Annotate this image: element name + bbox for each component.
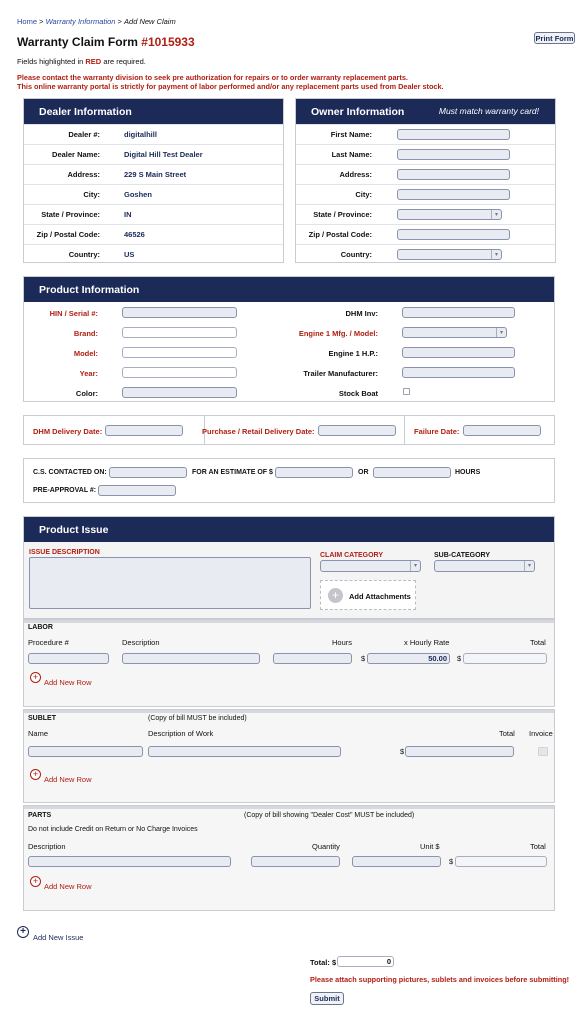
- add-row-icon[interactable]: +: [30, 672, 41, 683]
- divider: [404, 416, 405, 444]
- dealer-row-value: digitalhill: [124, 130, 157, 139]
- dealer-row-value: 46526: [124, 230, 145, 239]
- or-label: OR: [358, 469, 369, 476]
- page-title: [17, 35, 195, 49]
- product-left-input[interactable]: [122, 327, 237, 338]
- product-left-label: Model:: [73, 349, 98, 358]
- breadcrumb-home-link[interactable]: Home: [17, 17, 38, 26]
- owner-row-label: Zip / Postal Code:: [308, 230, 372, 239]
- estimate-amount-input[interactable]: [275, 467, 353, 478]
- product-left-input[interactable]: [122, 387, 237, 398]
- required-note: [17, 57, 146, 66]
- dhm-delivery-date-label: DHM Delivery Date:: [33, 427, 103, 436]
- labor-col-hours: Hours: [332, 638, 353, 647]
- owner-card-note: Must match warranty card!: [438, 106, 539, 116]
- parts-col-description: Description: [28, 842, 66, 851]
- dealer-row-value: 229 S Main Street: [124, 170, 187, 179]
- chevron-down-icon: ▾: [491, 250, 501, 259]
- attach-supporting-note: Please attach supporting pictures, sublets and invoices before submitting!: [310, 975, 570, 984]
- sublet-name-input[interactable]: [28, 746, 143, 757]
- dealer-row: [24, 184, 283, 204]
- preapproval-input[interactable]: [98, 485, 176, 496]
- dealer-row-label: Zip / Postal Code:: [36, 230, 100, 239]
- dates-panel: [23, 415, 555, 445]
- dealer-row: [24, 124, 283, 144]
- claim-category-select[interactable]: [320, 560, 421, 572]
- owner-select[interactable]: [397, 249, 502, 260]
- required-note-red: RED: [85, 57, 102, 66]
- product-right-input[interactable]: [402, 347, 515, 358]
- required-note-pre: Fields highlighted in: [17, 57, 86, 66]
- owner-input[interactable]: [397, 189, 510, 200]
- parts-description-input[interactable]: [28, 856, 231, 867]
- product-information-panel: [23, 276, 555, 402]
- product-left-label: Color:: [75, 389, 98, 398]
- sublet-col-name: Name: [28, 729, 49, 738]
- parts-unit-input[interactable]: [352, 856, 441, 867]
- sub-category-label: SUB-CATEGORY: [434, 552, 490, 559]
- labor-description-input[interactable]: [122, 653, 260, 664]
- chevron-down-icon: ▾: [496, 328, 506, 337]
- breadcrumb-warranty-link[interactable]: Warranty Information: [45, 17, 116, 26]
- sublet-col-invoice: Invoice: [529, 729, 553, 738]
- dealer-row-value: Goshen: [124, 190, 152, 199]
- owner-row: [296, 244, 555, 264]
- section-divider: [24, 620, 554, 623]
- owner-row-label: Address:: [339, 170, 372, 179]
- labor-col-procedure: Procedure #: [28, 638, 69, 647]
- owner-row-label: Country:: [340, 250, 372, 259]
- add-attachments-label: Add Attachments: [349, 592, 411, 601]
- labor-add-row-link[interactable]: Add New Row: [44, 678, 92, 687]
- sublet-section: [23, 709, 555, 803]
- chevron-down-icon: ▾: [491, 210, 501, 219]
- add-issue-icon[interactable]: +: [17, 926, 29, 938]
- parts-quantity-input[interactable]: [251, 856, 340, 867]
- issue-description-label: ISSUE DESCRIPTION: [29, 549, 100, 556]
- owner-row-label: Last Name:: [331, 150, 372, 159]
- sublet-description-input[interactable]: [148, 746, 341, 757]
- section-divider: [24, 710, 554, 713]
- dealer-row: [24, 144, 283, 164]
- owner-row: [296, 224, 555, 244]
- dealer-row: [24, 204, 283, 224]
- dealer-row: [24, 164, 283, 184]
- sublet-col-total: Total: [499, 729, 515, 738]
- dealer-row-label: Address:: [67, 170, 100, 179]
- labor-col-description: Description: [122, 638, 160, 647]
- owner-row-label: State / Province:: [313, 210, 372, 219]
- labor-col-total: Total: [530, 638, 546, 647]
- add-new-issue-link[interactable]: Add New Issue: [33, 933, 84, 942]
- product-right-label: Engine 1 Mfg. / Model:: [298, 329, 378, 338]
- dealer-row-label: Dealer Name:: [52, 150, 100, 159]
- product-issue-panel: [23, 516, 555, 619]
- parts-credit-note: Do not include Credit on Return or No Charge Invoices: [28, 826, 198, 833]
- product-right-label: Engine 1 H.P.:: [328, 349, 378, 358]
- product-right-input[interactable]: [402, 367, 515, 378]
- labor-col-rate: x Hourly Rate: [404, 638, 450, 647]
- owner-select[interactable]: [397, 209, 502, 220]
- dealer-row-value: US: [124, 250, 135, 259]
- chevron-down-icon: ▾: [524, 561, 534, 571]
- product-information-heading: Product Information: [24, 277, 554, 302]
- product-right-label: DHM Inv:: [345, 309, 378, 318]
- parts-section: [23, 805, 555, 911]
- owner-information-panel: [295, 98, 556, 263]
- product-right-label: Stock Boat: [338, 389, 378, 398]
- plus-circle-icon: +: [328, 588, 343, 603]
- dealer-row: [24, 244, 283, 264]
- labor-total-input: [463, 653, 547, 664]
- product-left-input[interactable]: [122, 307, 237, 318]
- sublet-note: (Copy of bill MUST be included): [148, 715, 247, 722]
- total-input: [337, 956, 394, 967]
- parts-col-total: Total: [530, 842, 546, 851]
- product-left-input[interactable]: [122, 347, 237, 358]
- portal-notice: This online warranty portal is strictly for payment of labor performed and/or any replacement parts used from Dealer stock.: [17, 82, 444, 91]
- add-row-icon[interactable]: +: [30, 769, 41, 780]
- sublet-total-input[interactable]: [405, 746, 514, 757]
- product-left-label: Year:: [79, 369, 98, 378]
- submit-button[interactable]: Submit: [310, 992, 344, 1005]
- preapproval-label: PRE-APPROVAL #:: [33, 487, 97, 494]
- owner-input[interactable]: [397, 229, 510, 240]
- dealer-row-value: Digital Hill Test Dealer: [124, 150, 203, 159]
- labor-rate-input[interactable]: [367, 653, 450, 664]
- sublet-title: SUBLET: [28, 715, 56, 722]
- dealer-row: [24, 224, 283, 244]
- total-label: Total: $: [310, 958, 337, 967]
- dealer-row-label: Country:: [68, 250, 100, 259]
- section-divider: [24, 806, 554, 809]
- owner-row: [296, 204, 555, 224]
- dealer-row-label: City:: [83, 190, 100, 199]
- breadcrumb-current: Add New Claim: [124, 17, 176, 26]
- dealer-information-heading: Dealer Information: [24, 99, 283, 124]
- sublet-add-row-link[interactable]: Add New Row: [44, 775, 92, 784]
- preauth-notice: Please contact the warranty division to seek pre authorization for repairs or to order warranty replacement parts.: [17, 73, 408, 82]
- add-row-icon[interactable]: +: [30, 876, 41, 887]
- labor-section: [23, 619, 555, 707]
- breadcrumb-separator: >: [115, 17, 125, 26]
- purchase-delivery-date-label: Purchase / Retail Delivery Date:: [202, 427, 315, 436]
- failure-date-input[interactable]: [463, 425, 541, 436]
- engine-model-select[interactable]: [402, 327, 507, 338]
- purchase-delivery-date-input[interactable]: [318, 425, 396, 436]
- estimate-panel: [23, 458, 555, 503]
- owner-row: [296, 144, 555, 164]
- add-attachments-button[interactable]: [320, 580, 416, 610]
- parts-col-unit: Unit $: [420, 842, 440, 851]
- product-left-label: HIN / Serial #:: [49, 309, 98, 318]
- estimate-label: FOR AN ESTIMATE OF $: [192, 469, 273, 476]
- product-issue-heading: Product Issue: [24, 517, 554, 542]
- parts-add-row-link[interactable]: Add New Row: [44, 882, 92, 891]
- product-left-label: Brand:: [73, 329, 98, 338]
- product-right-input[interactable]: [402, 307, 515, 318]
- parts-note: (Copy of bill showing "Dealer Cost" MUST be included): [244, 812, 415, 819]
- owner-row: [296, 184, 555, 204]
- labor-procedure-input[interactable]: [28, 653, 109, 664]
- owner-row-label: First Name:: [330, 130, 372, 139]
- owner-row-label: City:: [355, 190, 372, 199]
- page-title-text: Warranty Claim Form: [17, 35, 138, 49]
- sub-category-select[interactable]: [434, 560, 535, 572]
- product-left-input[interactable]: [122, 367, 237, 378]
- total-value: 0: [386, 957, 391, 966]
- invoice-upload-icon[interactable]: [538, 747, 548, 756]
- owner-row: [296, 124, 555, 144]
- product-right-label: Trailer Manufacturer:: [303, 369, 378, 378]
- issue-description-textarea[interactable]: [29, 557, 311, 609]
- cs-contacted-label: C.S. CONTACTED ON:: [33, 469, 107, 476]
- cs-contacted-input[interactable]: [109, 467, 187, 478]
- breadcrumb-separator: >: [37, 17, 46, 26]
- labor-rate-value: 50.00: [428, 654, 447, 663]
- dealer-row-label: State / Province:: [41, 210, 100, 219]
- dollar-sign: $: [449, 857, 454, 866]
- sublet-col-description: Description of Work: [148, 729, 214, 738]
- parts-title: PARTS: [28, 812, 52, 819]
- chevron-down-icon: ▾: [410, 561, 420, 571]
- claim-category-label: CLAIM CATEGORY: [320, 552, 383, 559]
- owner-input[interactable]: [397, 129, 510, 140]
- dealer-row-value: IN: [124, 210, 132, 219]
- print-form-button[interactable]: Print Form: [535, 34, 574, 43]
- owner-input[interactable]: [397, 149, 510, 160]
- breadcrumb: [17, 17, 176, 26]
- owner-row: [296, 164, 555, 184]
- estimate-hours-input[interactable]: [373, 467, 451, 478]
- dealer-row-label: Dealer #:: [68, 130, 100, 139]
- owner-information-heading: Owner Information: [296, 99, 555, 124]
- required-note-post: are required.: [101, 57, 146, 66]
- dealer-information-panel: [23, 98, 284, 263]
- dollar-sign: $: [457, 654, 462, 663]
- stock-boat-checkbox[interactable]: [403, 388, 410, 395]
- failure-date-label: Failure Date:: [414, 427, 460, 436]
- dhm-delivery-date-input[interactable]: [105, 425, 183, 436]
- labor-hours-input[interactable]: [273, 653, 352, 664]
- parts-col-quantity: Quantity: [312, 842, 340, 851]
- owner-input[interactable]: [397, 169, 510, 180]
- labor-title: LABOR: [28, 624, 53, 631]
- hours-label: HOURS: [455, 469, 481, 476]
- claim-number: #1015933: [141, 35, 195, 49]
- parts-total-input: [455, 856, 547, 867]
- dollar-sign: $: [361, 654, 366, 663]
- dollar-sign: $: [400, 747, 405, 756]
